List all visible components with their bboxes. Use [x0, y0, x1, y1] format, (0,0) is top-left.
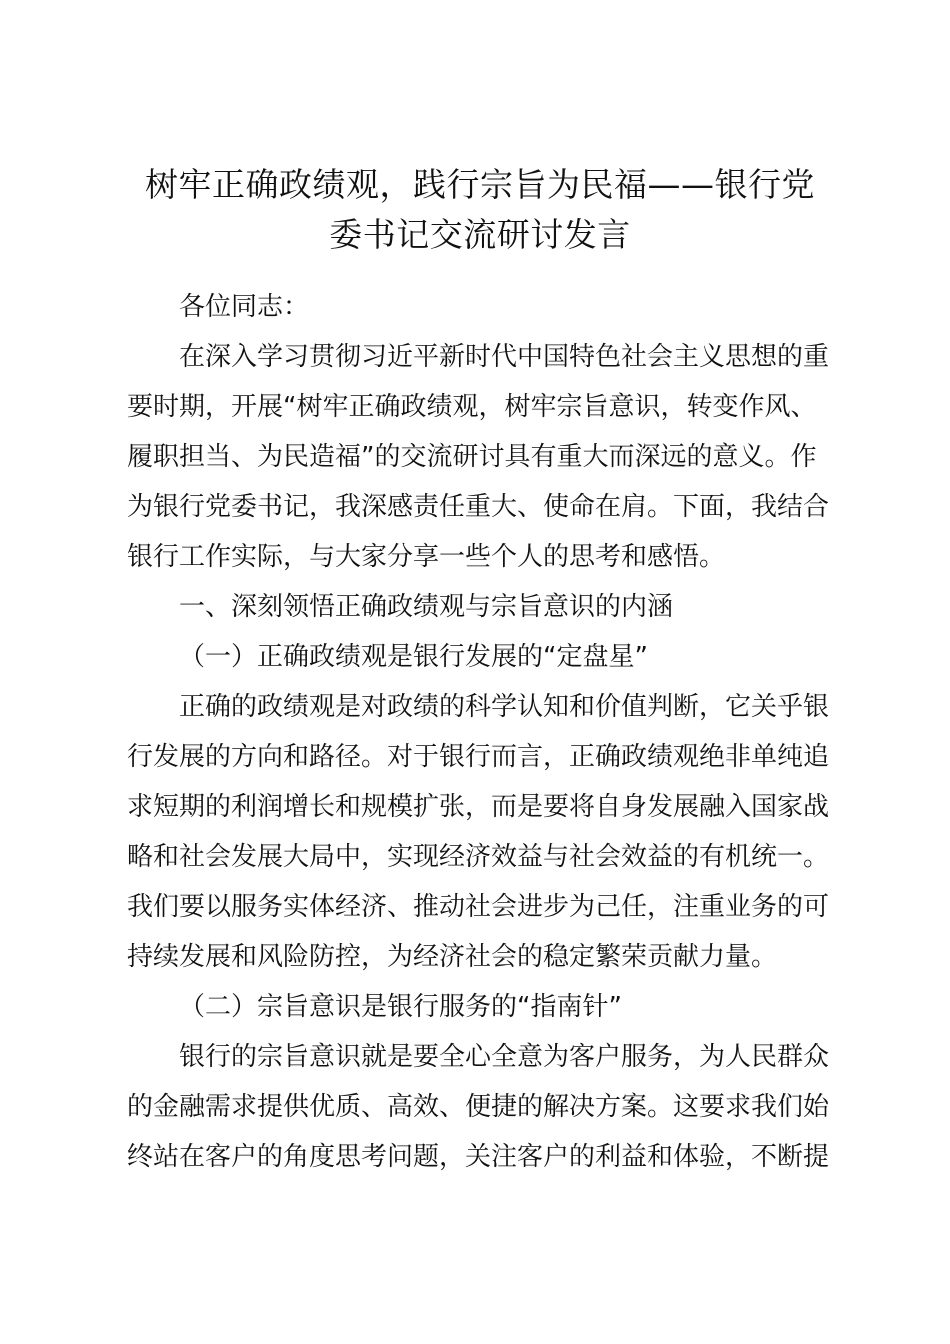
- document-title: [126, 160, 834, 260]
- text-line: 为银行党委书记，我深感责任重大、使命在肩。下面，我结合: [127, 492, 830, 522]
- text-line: 银行的宗旨意识就是要全心全意为客户服务，为人民群众: [179, 1042, 830, 1072]
- text-line: 行发展的方向和路径。对于银行而言，正确政绩观绝非单纯追: [127, 742, 830, 772]
- text-line: 的金融需求提供优质、高效、便捷的解决方案。这要求我们始: [127, 1092, 830, 1122]
- document-body: [127, 282, 832, 1182]
- subsection-1-paragraph: [127, 682, 832, 982]
- text-line: 正确的政绩观是对政绩的科学认知和价值判断，它关乎银: [179, 692, 830, 722]
- intro-paragraph: [127, 332, 832, 582]
- text-line: 求短期的利润增长和规模扩张，而是要将自身发展融入国家战: [127, 792, 830, 822]
- subsection-heading-1: （一）正确政绩观是银行发展的“定盘星”: [179, 642, 648, 672]
- subsection-2-paragraph: [127, 1032, 832, 1182]
- text-line: 履职担当、为民造福”的交流研讨具有重大而深远的意义。作: [127, 442, 817, 472]
- text-line: 持续发展和风险防控，为经济社会的稳定繁荣贡献力量。: [127, 942, 778, 972]
- subsection-heading-2: （二）宗旨意识是银行服务的“指南针”: [179, 992, 622, 1022]
- title-line-2: 委书记交流研讨发言: [329, 215, 631, 254]
- text-line: 略和社会发展大局中，实现经济效益与社会效益的有机统一。: [127, 842, 830, 872]
- greeting: 各位同志：: [179, 292, 310, 322]
- section-heading-1: 一、深刻领悟正确政绩观与宗旨意识的内涵: [179, 592, 674, 622]
- text-line: 我们要以服务实体经济、推动社会进步为己任，注重业务的可: [127, 892, 830, 922]
- text-line: 在深入学习贯彻习近平新时代中国特色社会主义思想的重: [179, 342, 830, 372]
- text-line: 终站在客户的角度思考问题，关注客户的利益和体验，不断提: [127, 1142, 830, 1172]
- title-line-1: 树牢正确政绩观，践行宗旨为民福——银行党: [145, 165, 815, 204]
- text-line: 银行工作实际，与大家分享一些个人的思考和感悟。: [127, 542, 726, 572]
- text-line: 要时期，开展“树牢正确政绩观，树牢宗旨意识，转变作风、: [127, 392, 817, 422]
